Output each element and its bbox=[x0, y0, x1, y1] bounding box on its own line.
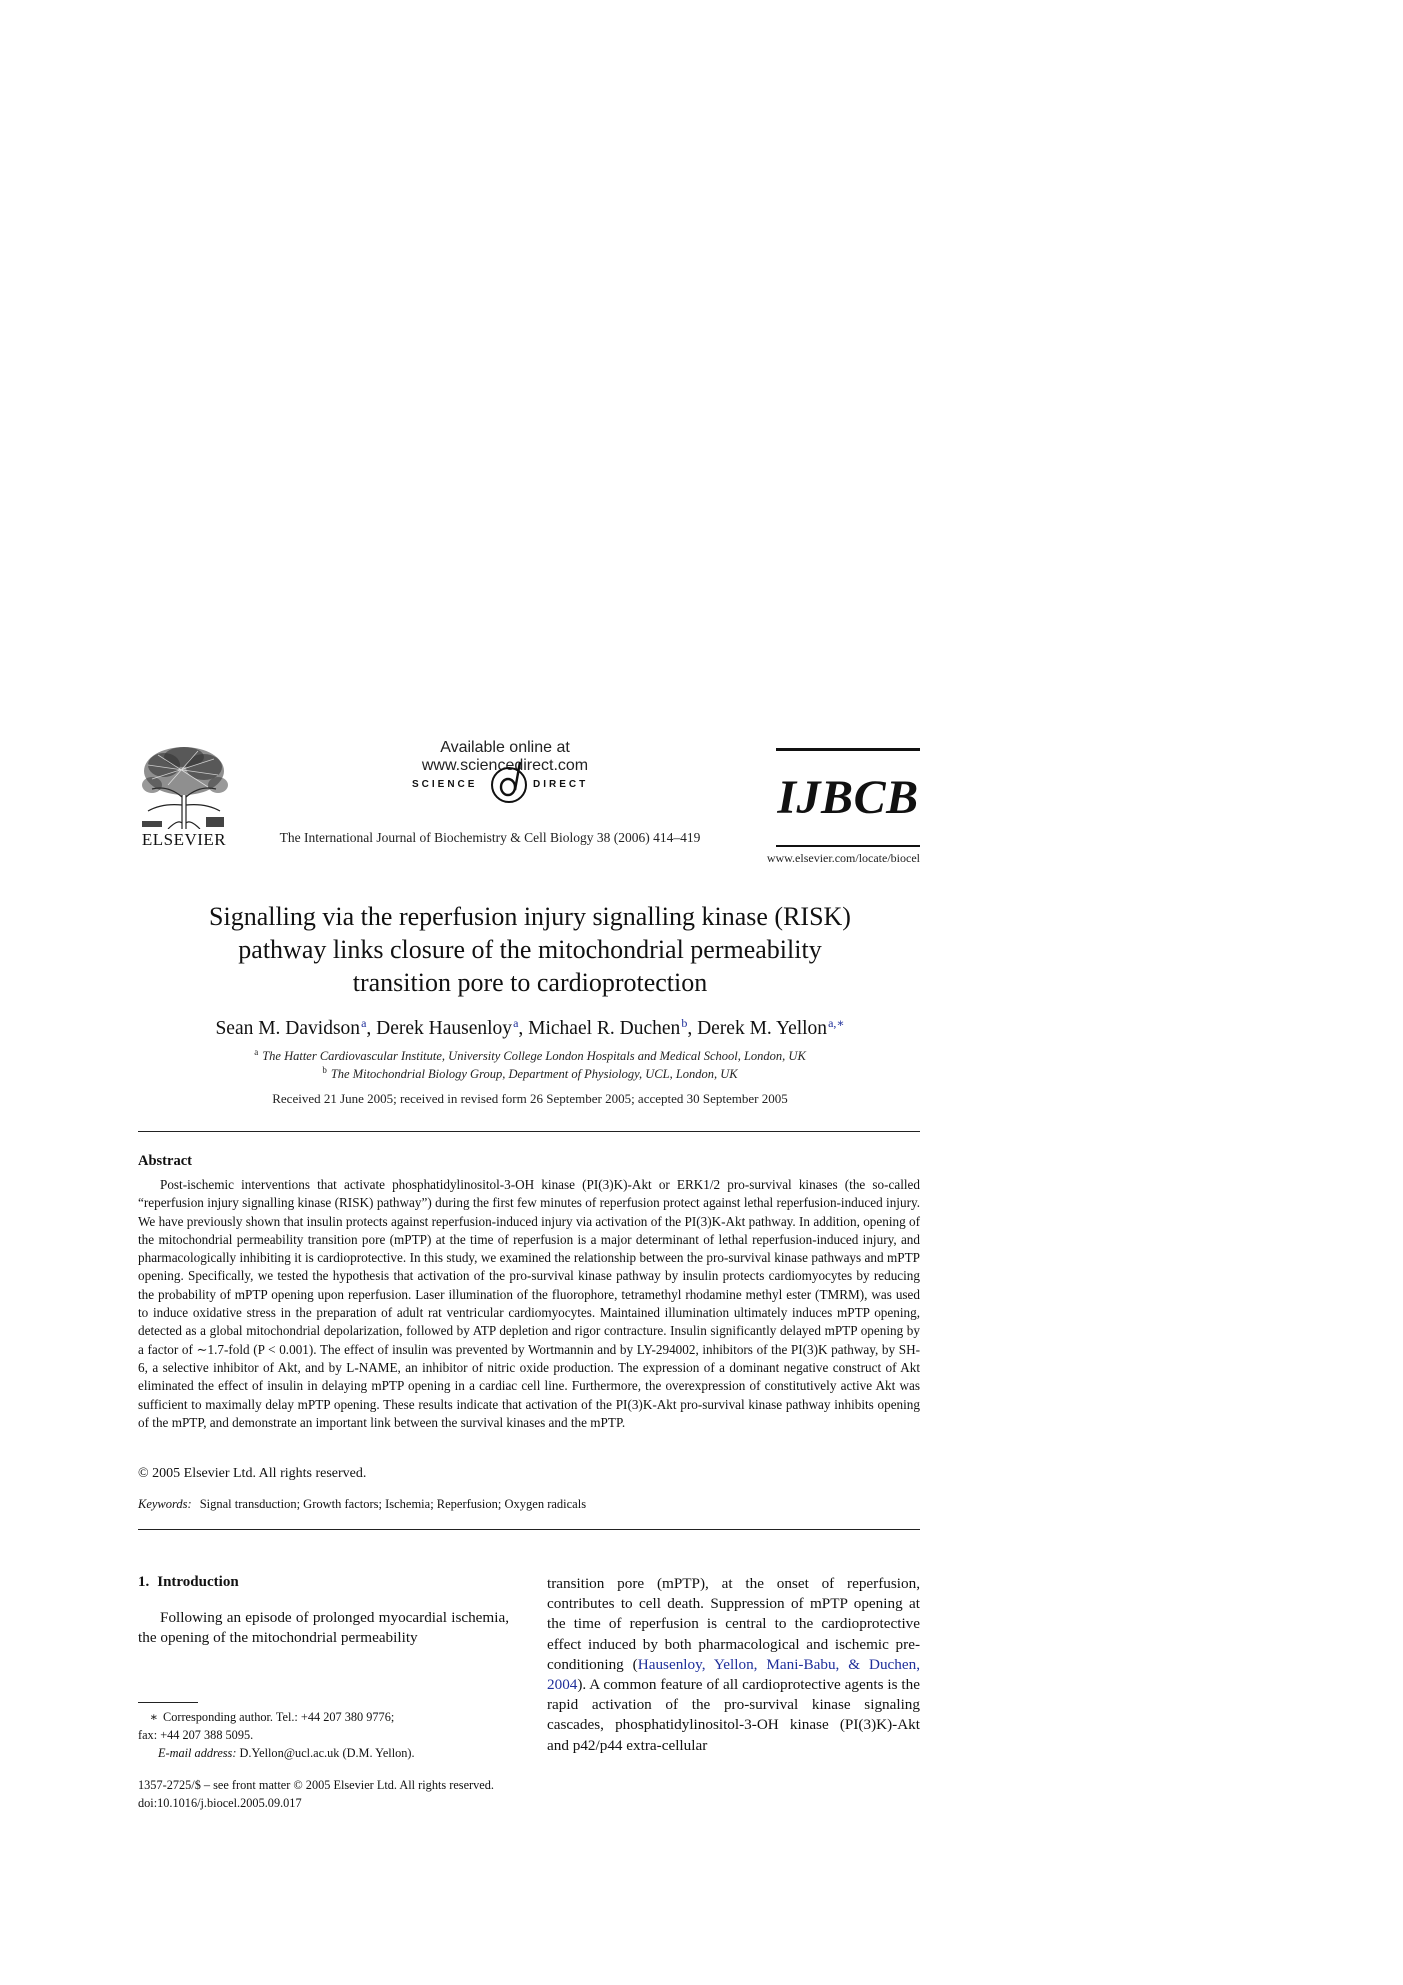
divider bbox=[138, 1131, 920, 1132]
section-title: Introduction bbox=[157, 1574, 239, 1590]
footnote-line bbox=[138, 1726, 509, 1744]
keywords-list: Signal transduction; Growth factors; Ischemia; Reperfusion; Oxygen radicals bbox=[199, 1497, 587, 1511]
title-line: transition pore to cardioprotection bbox=[352, 968, 708, 997]
section-number: 1. bbox=[138, 1574, 150, 1590]
at-symbol-icon bbox=[488, 760, 530, 806]
divider bbox=[138, 1529, 920, 1530]
title-line: pathway links closure of the mitochondrial permeability bbox=[238, 935, 822, 964]
footnote-mark: ∗ bbox=[149, 1710, 158, 1724]
footnote-line bbox=[138, 1744, 509, 1762]
article-title bbox=[150, 900, 910, 999]
footnote-rule bbox=[138, 1702, 198, 1703]
intro-paragraph: Following an episode of prolonged myocardial ischemia, the opening of the mitochondrial permeability bbox=[138, 1609, 509, 1647]
author-affil-mark[interactable]: a bbox=[361, 1016, 367, 1030]
abstract-heading: Abstract bbox=[138, 1153, 192, 1169]
journal-citation: The International Journal of Biochemistry & Cell Biology 38 (2006) 414–419 bbox=[279, 830, 701, 845]
affiliation-mark: a bbox=[254, 1047, 259, 1057]
author-list bbox=[150, 1016, 910, 1040]
available-online-text[interactable]: Available online at www.sciencedirect.com bbox=[421, 739, 589, 774]
author-affil-mark[interactable]: a,∗ bbox=[828, 1016, 845, 1030]
paragraph-text: transition pore (mPTP), at the onset of reperfusion, contributes to cell death. Suppression of mPTP opening at the time of reperfusion is central to the cardioprotective effect induced by both pharmacological and ischemic pre-conditioning ( bbox=[547, 1575, 920, 1673]
author-name[interactable]: Sean M. Davidson bbox=[215, 1018, 361, 1039]
citation-link[interactable]: Hausenloy, Yellon, Mani-Babu, & Duchen, 2004 bbox=[547, 1655, 920, 1694]
section-heading bbox=[138, 1574, 509, 1591]
sciencedirect-logo[interactable] bbox=[412, 760, 602, 806]
front-matter bbox=[138, 1776, 494, 1812]
issn-line: 1357-2725/$ – see front matter © 2005 Elsevier Ltd. All rights reserved. bbox=[138, 1778, 494, 1792]
elsevier-logo bbox=[138, 745, 230, 850]
journal-url[interactable]: www.elsevier.com/locate/biocel bbox=[766, 851, 920, 865]
author-name[interactable]: Derek Hausenloy bbox=[376, 1018, 513, 1039]
journal-abbrev: IJBCB bbox=[777, 771, 919, 824]
footnote-line bbox=[138, 1708, 509, 1726]
elsevier-tree-icon bbox=[138, 745, 230, 829]
email-value[interactable]: D.Yellon@ucl.ac.uk (D.M. Yellon). bbox=[239, 1746, 415, 1760]
affiliation bbox=[150, 1065, 910, 1082]
footnote bbox=[138, 1708, 509, 1762]
email-label: E-mail address: bbox=[158, 1746, 237, 1760]
doi-line[interactable]: doi:10.1016/j.biocel.2005.09.017 bbox=[138, 1796, 302, 1810]
publisher-name: ELSEVIER bbox=[141, 830, 227, 849]
footnote-fax: fax: +44 207 388 5095. bbox=[138, 1728, 254, 1742]
footnote-corresponding: Corresponding author. Tel.: +44 207 380 9776; bbox=[163, 1710, 395, 1724]
abstract-body: Post-ischemic interventions that activate phosphatidylinositol-3-OH kinase (PI(3)K)-Akt or ERK1/2 pro-survival kinases (the so-called “reperfusion injury signalling kinase (RISK) pathway”) during the first few minutes of reperfusion protect against lethal reperfusion-induced injury. We have previously shown that insulin protects against reperfusion-induced injury via activation of the PI(3)K-Akt pathway. In addition, opening of the mitochondrial permeability transition pore (mPTP) at the time of reperfusion is a major determinant of lethal reperfusion-induced injury, and pharmacologically inhibiting it is cardioprotective. In this study, we examined the relationship between the pro-survival kinase pathways and mPTP opening. Specifically, we tested the hypothesis that activation of the pro-survival kinase pathway by insulin protects cardiomyocytes by reducing the probability of mPTP opening upon reperfusion. Laser illumination of the fluorophore, tetramethyl rhodamine methyl ester (TMRM), was used to induce oxidative stress in the preparation of adult rat ventricular cardiomyocytes. Maintained illumination ultimately induces mPTP opening, detected as a global mitochondrial depolarization, followed by ATP depletion and rigor contracture. Insulin significantly delayed mPTP opening by a factor of ∼1.7-fold (P < 0.001). The effect of insulin was prevented by Wortmannin and by LY-294002, inhibitors of the PI(3)K pathway, by SH-6, a selective inhibitor of Akt, and by L-NAME, an inhibitor of nitric oxide production. The expression of a dominant negative construct of Akt eliminated the effect of insulin in delaying mPTP opening in a cardiac cell line. Furthermore, the overexpression of constitutively active Akt was sufficient to maximally delay mPTP opening. These results indicate that activation of the PI(3)K-Akt pro-survival kinase pathway inhibits opening of the mPTP, and demonstrate an important link between the survival kinases and the mPTP. bbox=[138, 1177, 920, 1430]
journal-rule-top bbox=[776, 748, 920, 751]
affiliation-text: The Hatter Cardiovascular Institute, University College London Hospitals and Medical School, London, UK bbox=[262, 1049, 806, 1063]
author-sep: , bbox=[518, 1018, 529, 1039]
affiliation-mark: b bbox=[322, 1065, 327, 1075]
sd-left-word: SCIENCE bbox=[412, 779, 478, 790]
abstract-copyright: © 2005 Elsevier Ltd. All rights reserved. bbox=[138, 1466, 367, 1481]
author-name[interactable]: Michael R. Duchen bbox=[528, 1018, 681, 1039]
author-name[interactable]: Derek M. Yellon bbox=[697, 1018, 828, 1039]
author-affil-mark[interactable]: a bbox=[513, 1016, 519, 1030]
intro-paragraph-continued bbox=[547, 1574, 920, 1756]
author-sep: , bbox=[687, 1018, 698, 1039]
paragraph-text: ). A common feature of all cardioprotective agents is the rapid activation of the pro-survival kinase signaling cascades, phosphatidylinositol-3-OH kinase (PI(3)K)-Akt and p42/p44 extra-cellular bbox=[547, 1676, 920, 1754]
left-column bbox=[138, 1574, 509, 1648]
journal-rule-bottom bbox=[776, 845, 920, 847]
keywords bbox=[138, 1497, 586, 1512]
right-column bbox=[547, 1574, 920, 1756]
affiliation bbox=[150, 1047, 910, 1064]
affiliation-text: The Mitochondrial Biology Group, Department of Physiology, UCL, London, UK bbox=[330, 1067, 738, 1081]
received-dates: Received 21 June 2005; received in revised form 26 September 2005; accepted 30 September 2005 bbox=[272, 1091, 788, 1106]
keywords-label: Keywords: bbox=[138, 1497, 192, 1511]
title-line: Signalling via the reperfusion injury signalling kinase (RISK) bbox=[209, 902, 851, 931]
author-affil-mark[interactable]: b bbox=[681, 1016, 688, 1030]
sd-right-word: DIRECT bbox=[533, 779, 589, 790]
author-sep: , bbox=[366, 1018, 377, 1039]
